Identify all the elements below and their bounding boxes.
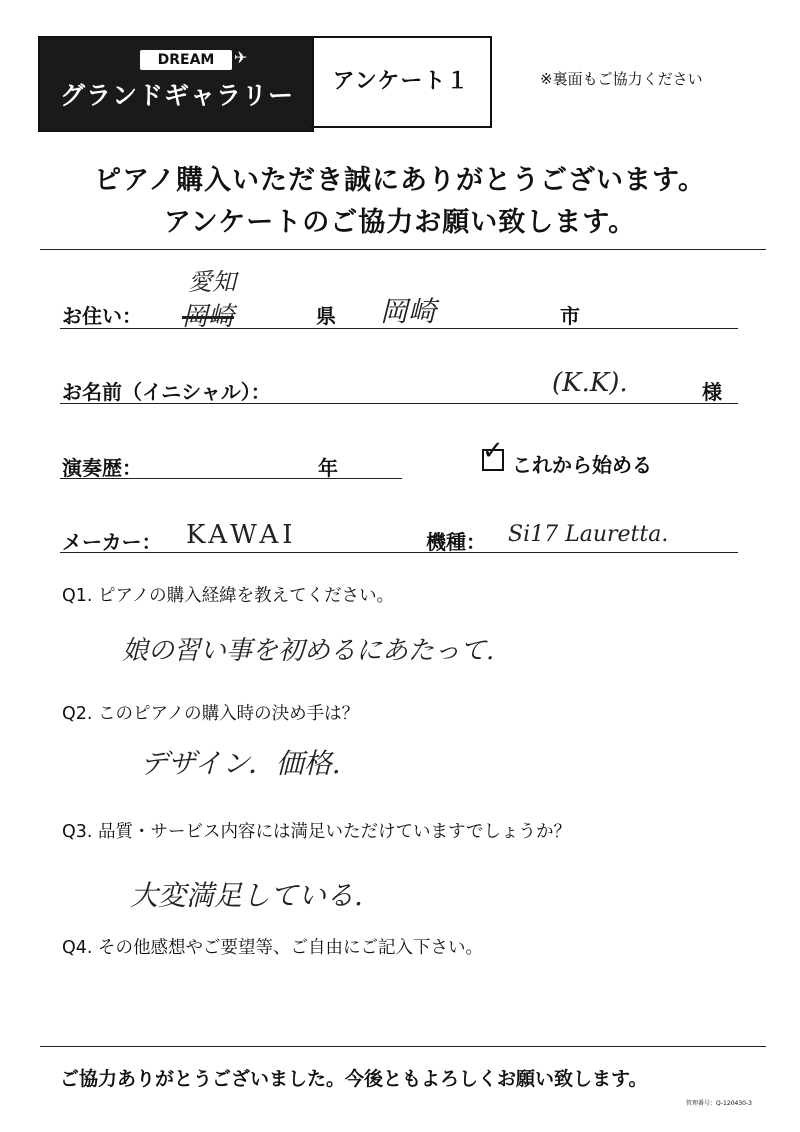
footer-thanks: ご協力ありがとうございました。今後ともよろしくお願い致します。: [60, 1068, 648, 1090]
name-handwritten: (K.K).: [552, 368, 628, 398]
playing-history-label: 演奏歴：: [62, 456, 142, 480]
divider: [40, 249, 766, 250]
prefecture-crossed-out: 岡崎: [182, 302, 235, 332]
back-side-note: ※裏面もご協力ください: [540, 70, 703, 88]
city-handwritten: 岡崎: [380, 295, 437, 328]
history-underline[interactable]: [60, 478, 402, 479]
question-2: Q2. このピアノの購入時の決め手は？: [62, 704, 360, 724]
answer-2: デザイン．価格.: [140, 747, 341, 780]
question-1: Q1. ピアノの購入経緯を教えてください。: [62, 586, 395, 606]
intro-line-2: アンケートのご協力お願い致します。: [163, 207, 637, 238]
prefecture-handwritten: 愛知: [188, 268, 236, 296]
logo-brand-name: グランドギャラリー: [60, 81, 295, 110]
model-label: 機種：: [426, 530, 486, 554]
footer-divider: [40, 1046, 766, 1047]
answer-3: 大変満足している.: [130, 879, 363, 912]
address-label: お住い：: [62, 304, 142, 328]
check-icon: ✓: [482, 436, 504, 466]
name-label: お名前（イニシャル）：: [62, 380, 271, 404]
survey-title: アンケート１: [332, 69, 470, 94]
maker-underline[interactable]: [60, 552, 738, 553]
model-handwritten: Si17 Lauretta.: [508, 522, 669, 547]
question-3: Q3. 品質・サービス内容には満足いただけていますでしょうか？: [62, 822, 572, 842]
start-now-label: これから始める: [512, 453, 652, 477]
prefecture-suffix: 県: [316, 304, 336, 328]
management-number: 管理番号：Q-120430-3: [686, 1100, 752, 1107]
maker-handwritten: KAWAI: [186, 520, 297, 550]
maker-label: メーカー：: [62, 530, 162, 554]
name-underline[interactable]: [60, 403, 738, 404]
address-underline[interactable]: [60, 328, 738, 329]
question-4: Q4. その他感想やご要望等、ご自由にご記入下さい。: [62, 938, 484, 958]
years-suffix: 年: [318, 456, 338, 480]
airplane-icon: ✈: [234, 48, 248, 67]
intro-line-1: ピアノ購入いただき誠にありがとうございます。: [94, 165, 706, 196]
answer-1: 娘の習い事を初めるにあたって.: [122, 636, 495, 666]
logo-dream-badge: DREAM: [140, 50, 232, 70]
city-suffix: 市: [560, 304, 580, 328]
name-suffix: 様: [702, 380, 722, 404]
